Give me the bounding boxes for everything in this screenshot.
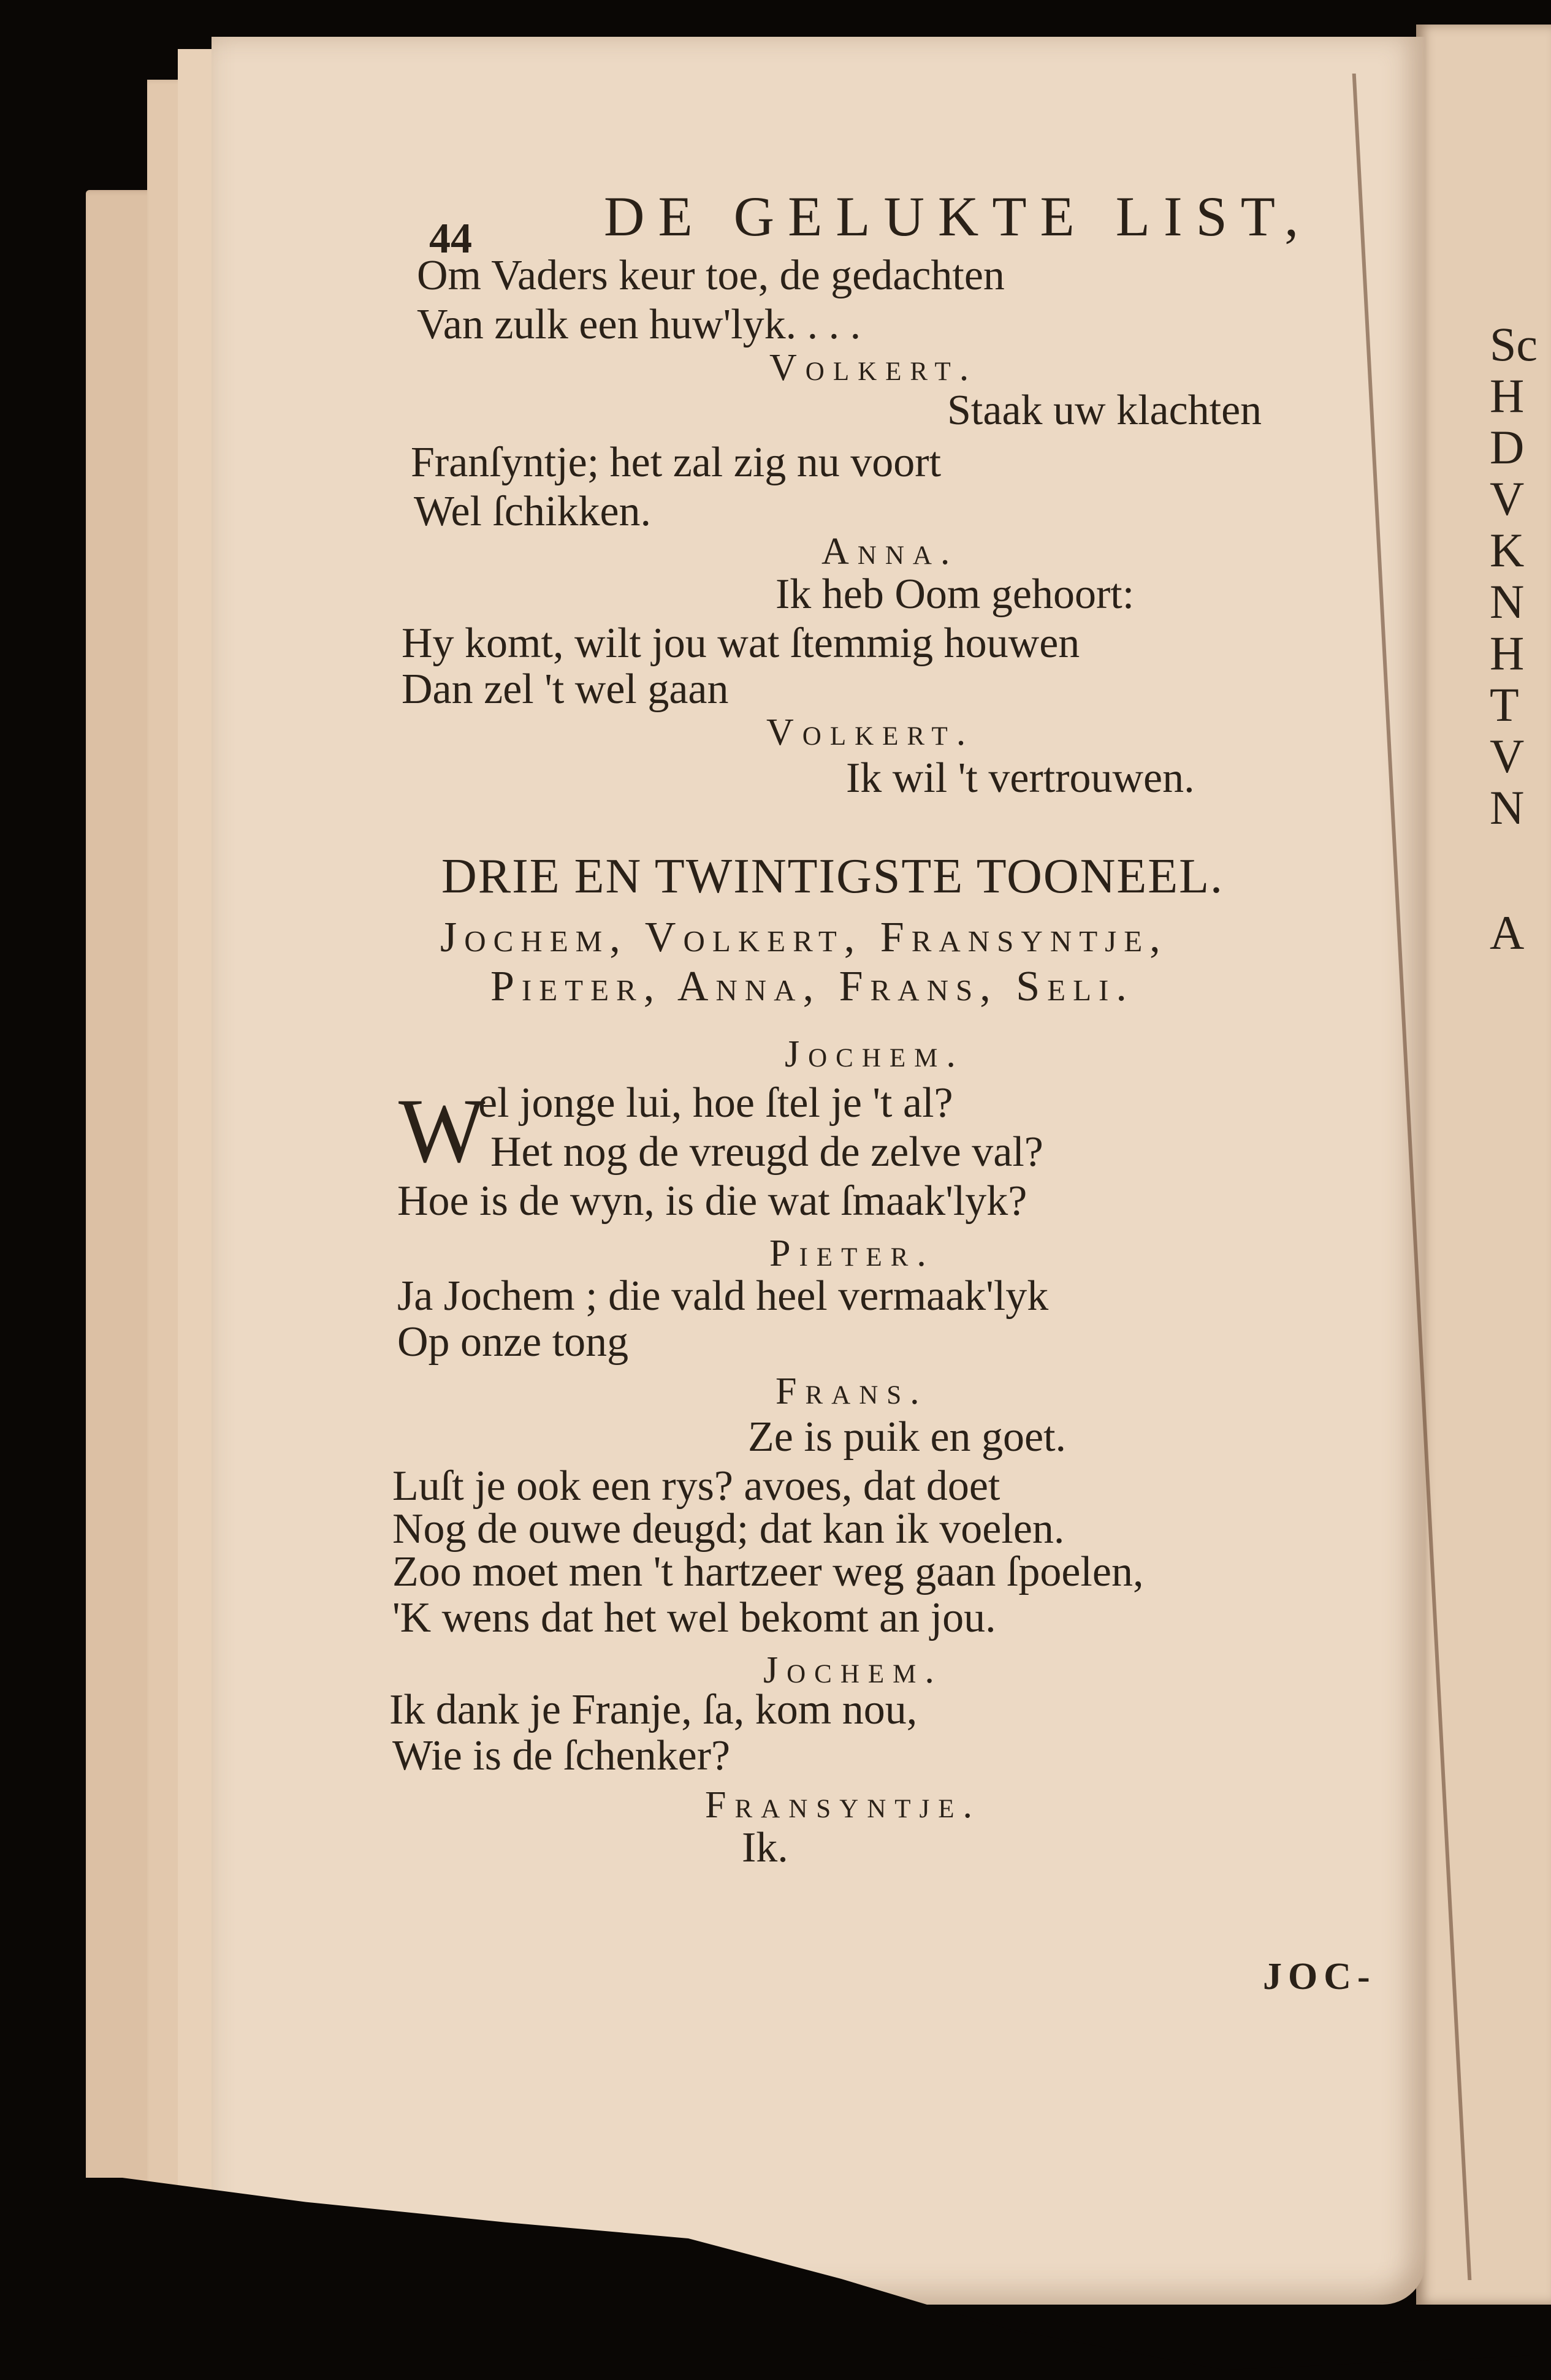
speaker-name: Fransyntje. — [705, 1784, 981, 1826]
verse-line: Op onze tong — [397, 1318, 629, 1366]
scene-title: DRIE EN TWINTIGSTE TOONEEL. — [441, 850, 1224, 903]
speaker-name: Frans. — [776, 1371, 928, 1412]
facing-letter: D — [1490, 420, 1525, 474]
speaker-name: Volkert. — [769, 347, 978, 389]
facing-letter: T — [1490, 678, 1519, 731]
cast-list-line-2: Pieter, Anna, Frans, Seli. — [490, 963, 1134, 1010]
verse-line: Ja Jochem ; die vald heel vermaak'lyk — [397, 1272, 1049, 1320]
speaker-name: Volkert. — [766, 712, 975, 753]
verse-line: Om Vaders keur toe, de gedachten — [417, 252, 1005, 299]
facing-letter: A — [1490, 906, 1525, 959]
verse-line: Ik dank je Franje, ſa, kom nou, — [389, 1686, 918, 1733]
facing-letter: H — [1490, 626, 1525, 680]
running-head: DE GELUKTE LIST, — [604, 185, 1313, 248]
verse-line: Staak uw klachten — [947, 387, 1262, 434]
speaker-name: Jochem. — [785, 1033, 964, 1075]
page-number: 44 — [429, 215, 472, 262]
verse-line: Luſt je ook een rys? avoes, dat doet — [392, 1462, 1000, 1510]
verse-line: Franſyntje; het zal zig nu voort — [411, 439, 942, 486]
speaker-name: Jochem. — [763, 1649, 943, 1691]
speaker-name: Anna. — [821, 531, 959, 572]
verse-line: Ik heb Oom gehoort: — [776, 571, 1135, 618]
verse-line: Ik. — [742, 1824, 788, 1871]
facing-letter: N — [1490, 781, 1525, 834]
verse-line: Het nog de vreugd de zelve val? — [490, 1128, 1043, 1176]
verse-line: el jonge lui, hoe ſtel je 't al? — [478, 1079, 953, 1127]
facing-letter: N — [1490, 575, 1525, 628]
cast-list-line-1: Jochem, Volkert, Fransyntje, — [440, 914, 1168, 961]
verse-line: Ze is puik en goet. — [748, 1413, 1067, 1461]
catchword: JOC- — [1263, 1956, 1376, 1998]
facing-letter: Sc — [1490, 317, 1538, 371]
verse-line: Hoe is de wyn, is die wat ſmaak'lyk? — [397, 1177, 1027, 1225]
facing-letter: V — [1490, 472, 1525, 525]
drop-cap: W — [398, 1080, 486, 1182]
verse-line: Nog de ouwe deugd; dat kan ik voelen. — [392, 1505, 1065, 1553]
verse-line: Ik wil 't vertrouwen. — [846, 755, 1195, 802]
verse-line: Dan zel 't wel gaan — [402, 666, 729, 713]
verse-line: Hy komt, wilt jou wat ſtemmig houwen — [402, 620, 1080, 667]
facing-page-letters — [1490, 319, 1539, 959]
facing-letter: V — [1490, 729, 1525, 783]
facing-letter: H — [1490, 369, 1525, 422]
verse-line: Van zulk een huw'lyk. . . . — [417, 301, 861, 348]
verse-line: 'K wens dat het wel bekomt an jou. — [392, 1594, 996, 1641]
verse-line: Zoo moet men 't hartzeer weg gaan ſpoelen, — [392, 1548, 1144, 1595]
facing-letter: K — [1490, 523, 1525, 577]
verse-line: Wie is de ſchenker? — [392, 1732, 731, 1779]
speaker-name: Pieter. — [769, 1233, 935, 1274]
verse-line: Wel ſchikken. — [414, 488, 652, 535]
